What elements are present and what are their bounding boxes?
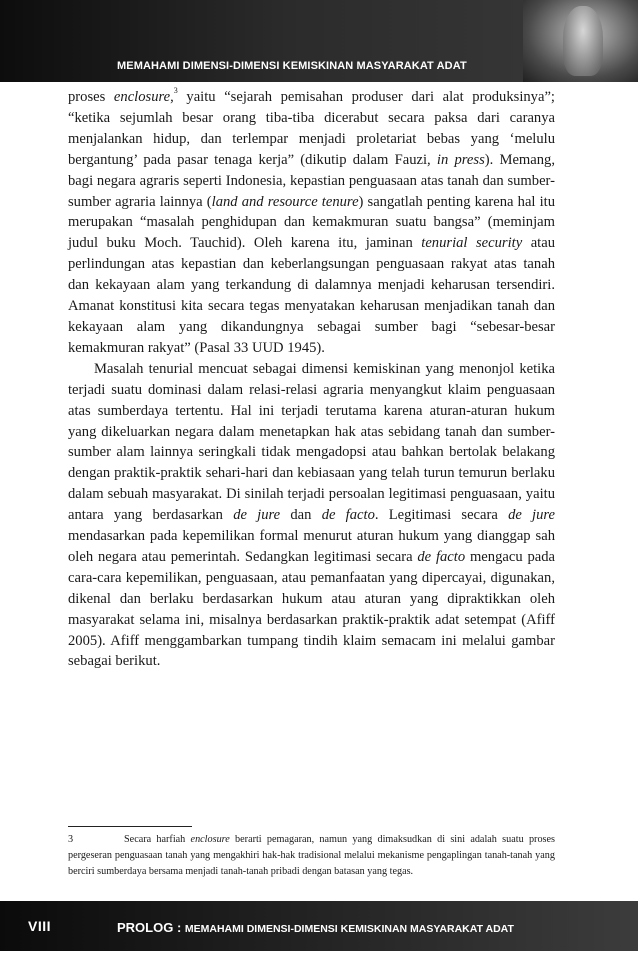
footnote xyxy=(68,832,555,880)
footnote-separator xyxy=(68,826,192,827)
footnote-number: 3 xyxy=(68,834,74,845)
footnote-marker: 3 xyxy=(173,86,178,95)
text-run: Secara harfiah xyxy=(124,834,191,845)
footer-title xyxy=(117,919,514,937)
italic-term: de facto xyxy=(321,507,375,524)
text-run: . Legitimasi secara xyxy=(374,507,509,524)
page-number: VIII xyxy=(28,918,52,934)
text-run: yaitu “sejarah pemisahan produser dari alat produksinya”; “ketika sejumlah besar orang tiba-tiba dicerabut secara paksa dari caranya menjalankan hidup, dan terlempar menjadi proletariat bebas yang ‘melulu bergantung’ pada pasar tenaga kerja” (dikutip dalam Fauzi, xyxy=(68,89,555,168)
text-run: ) sangatlah penting karena hal itu merupakan “masalah penghidupan dan kemakmuran suatu bangsa” (meminjam judul buku Moch. Tauchid). Oleh karena itu, jaminan xyxy=(68,193,555,252)
text-run: berarti pemagaran, namun yang dimaksudkan di sini adalah suatu proses pergeseran penguasaan tanah yang mengakhiri hak-hak tradisional melalui mekanisme pengaplingan tanah-tanah yang berciri sumberdaya bersama menjadi tanah-tanah pribadi dengan batasan yang tegas. xyxy=(68,834,555,877)
footer-prolog-label: PROLOG : xyxy=(117,920,185,935)
italic-term: enclosure xyxy=(113,89,171,105)
italic-term: enclosure xyxy=(190,834,230,845)
footer-subtitle: MEMAHAMI DIMENSI-DIMENSI KEMISKINAN MASYARAKAT ADAT xyxy=(184,923,514,935)
text-run: mendasarkan pada kepemilikan formal menurut aturan hukum yang dianggap sah oleh negara atau pemerintah. Sedangkan legitimasi secara xyxy=(68,528,555,565)
italic-term: in press xyxy=(436,151,485,168)
italic-term: land and resource tenure xyxy=(211,193,359,210)
text-run: proses xyxy=(68,89,114,105)
italic-term: tenurial security xyxy=(421,235,523,252)
text-run: dan xyxy=(280,507,322,524)
text-run: mengacu pada cara-cara kepemilikan, penguasaan, atau pemanfaatan yang dipercayai, digunakan, dikenal dan berlaku berdasarkan hukum atau aturan yang dipraktikkan oleh masyarakat selama ini, misalnya berdasarkan praktik-praktik adat setempat (Afiff 2005). Afiff menggambarkan tumpang tindih klaim semacam ini melalui gambar sebagai berikut. xyxy=(68,548,555,670)
header-photo-image xyxy=(523,0,638,82)
text-run: , xyxy=(170,89,174,105)
paragraph-1 xyxy=(68,87,555,359)
text-run: ). Memang, bagi negara agraris seperti Indonesia, kepastian penguasaan atas tanah dan sumber-sumber agraria lainnya ( xyxy=(68,151,555,210)
page-header-band xyxy=(0,0,638,82)
page-footer-band xyxy=(0,901,638,951)
body-text xyxy=(68,87,555,672)
paragraph-2 xyxy=(68,359,555,673)
italic-term: de jure xyxy=(233,507,281,524)
text-run: Masalah tenurial mencuat sebagai dimensi kemiskinan yang menonjol ketika terjadi suatu dominasi dalam relasi-relasi agraria menyangkut klaim penguasaan atas sumberdaya tertentu. Hal ini terjadi terutama karena aturan-aturan hukum yang dikeluarkan negara dalam menetapkan hak atas sebidang tanah dan sumber-sumber alam lainnya seringkali tidak mengadopsi atau bahkan bertolak belakang dengan praktik-praktik sehari-hari dan kebiasaan yang telah turun temurun berlaku dalam sebuah masyarakat. Di sinilah terjadi persoalan legitimasi penguasaan, yaitu antara yang berdasarkan xyxy=(68,360,555,524)
running-header-title: MEMAHAMI DIMENSI-DIMENSI KEMISKINAN MASYARAKAT ADAT xyxy=(117,60,467,72)
text-run: atau perlindungan atas kepastian dan keberlangsungan penguasaan rakyat atas tanah dan kekayaan alam yang terkandung di dalamnya menjadi keharusan tersendiri. Amanat konstitusi kita secara tegas menyatakan keharusan menjadikan tanah dan kekayaan alam yang dikandungnya sebagai sumber bagi “sebesar-besar kemakmuran rakyat” (Pasal 33 UUD 1945). xyxy=(68,235,555,356)
italic-term: de jure xyxy=(508,507,556,524)
italic-term: de facto xyxy=(417,548,466,565)
photo-figure xyxy=(563,6,603,76)
